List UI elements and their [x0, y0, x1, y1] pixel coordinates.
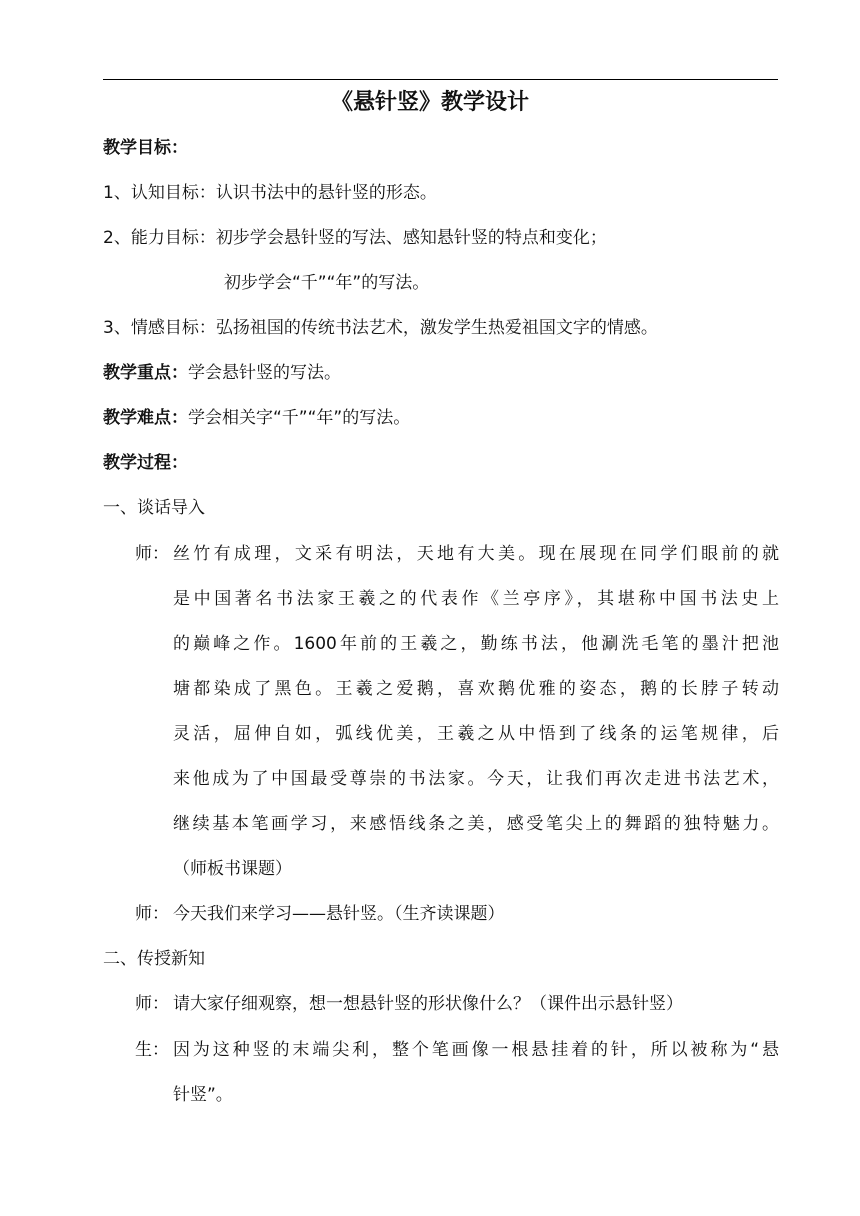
- section2-title: 二、传授新知: [103, 949, 205, 969]
- paragraph-line: 灵活，屈伸自如，弧线优美，王羲之从中悟到了线条的运笔规律，后: [173, 724, 779, 744]
- paragraph-line: （师板书课题）: [173, 859, 292, 879]
- paragraph-line: 今天我们来学习——悬针竖。（生齐读课题）: [173, 904, 505, 924]
- goal-cognitive: 1、认知目标：认识书法中的悬针竖的形态。: [103, 183, 437, 203]
- paragraph-line: 是中国著名书法家王羲之的代表作《兰亭序》，其堪称中国书法史上: [173, 589, 779, 609]
- goal-ability: 2、能力目标：初步学会悬针竖的写法、感知悬针竖的特点和变化；: [103, 228, 607, 248]
- key-point-text: 学会悬针竖的写法。: [188, 363, 341, 383]
- document-title: 《悬针竖》教学设计: [330, 90, 529, 115]
- speaker-teacher: 师：: [135, 904, 169, 924]
- paragraph-line: 继续基本笔画学习，来感悟线条之美，感受笔尖上的舞蹈的独特魅力。: [173, 814, 779, 834]
- goals-heading: 教学目标：: [103, 138, 188, 158]
- goal-emotion: 3、情感目标：弘扬祖国的传统书法艺术，激发学生热爱祖国文字的情感。: [103, 318, 658, 338]
- paragraph-line: 因为这种竖的末端尖利，整个笔画像一根悬挂着的针，所以被称为“悬: [173, 1040, 779, 1060]
- paragraph-line: 针竖”。: [173, 1085, 233, 1105]
- paragraph-line: 丝竹有成理，文采有明法，天地有大美。现在展现在同学们眼前的就: [173, 544, 779, 564]
- paragraph-line: 塘都染成了黑色。王羲之爱鹅，喜欢鹅优雅的姿态，鹅的长脖子转动: [173, 679, 779, 699]
- key-point: [103, 361, 341, 385]
- speaker-teacher: 师：: [135, 544, 169, 564]
- difficulty-label: 教学难点：: [103, 408, 188, 428]
- process-heading: 教学过程：: [103, 453, 188, 473]
- difficulty: [103, 406, 410, 430]
- header-rule: [103, 79, 778, 80]
- speaker-student: 生：: [135, 1040, 169, 1060]
- paragraph-line: 请大家仔细观察，想一想悬针竖的形状像什么？（课件出示悬针竖）: [173, 994, 683, 1014]
- key-point-label: 教学重点：: [103, 363, 188, 383]
- goal-ability-continued: 初步学会“千”“年”的写法。: [224, 273, 430, 293]
- difficulty-text: 学会相关字“千”“年”的写法。: [188, 408, 411, 428]
- paragraph-line: 来他成为了中国最受尊崇的书法家。今天，让我们再次走进书法艺术，: [173, 769, 779, 789]
- paragraph-line: 的巅峰之作。1600年前的王羲之，勤练书法，他涮洗毛笔的墨汁把池: [173, 634, 779, 654]
- speaker-teacher: 师：: [135, 994, 169, 1014]
- section1-title: 一、谈话导入: [103, 498, 205, 518]
